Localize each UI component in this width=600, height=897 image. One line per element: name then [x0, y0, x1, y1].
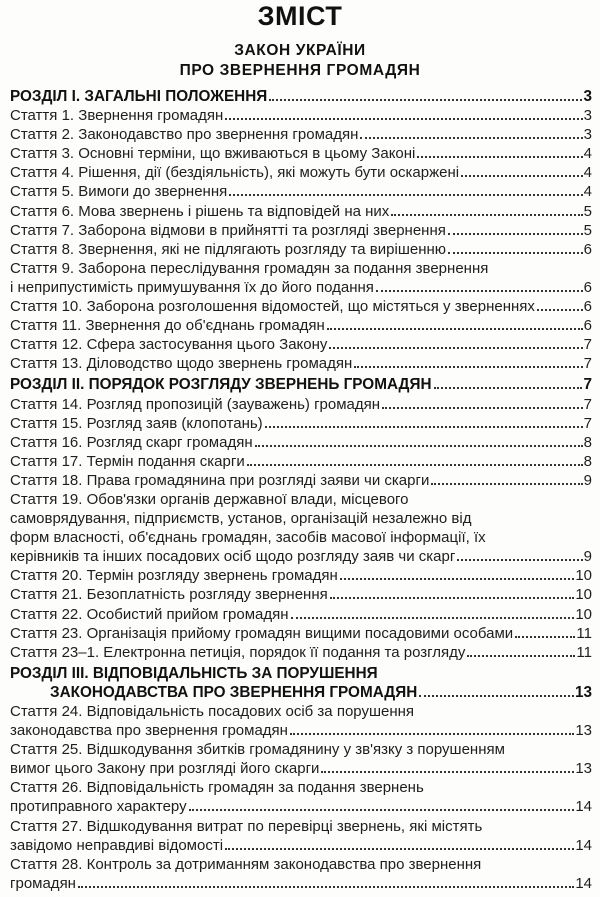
dot-leader — [78, 886, 574, 888]
toc-entry-text: Стаття 19. Обов'язки органів державної влади, місцевого — [10, 490, 409, 508]
dot-leader — [225, 848, 574, 850]
law-title-line-2: ПРО ЗВЕРНЕННЯ ГРОМАДЯН — [179, 62, 421, 79]
dot-leader — [461, 175, 583, 177]
toc-entry-text: ЗАКОНОДАВСТВА ПРО ЗВЕРНЕННЯ ГРОМАДЯН — [50, 683, 418, 701]
toc-entry-text: і неприпустимість примушування їх до його подання — [10, 278, 374, 296]
toc-article[interactable] — [10, 855, 592, 893]
toc-article[interactable] — [10, 817, 592, 855]
toc-entry-text: Стаття 14. Розгляд пропозицій (зауважень) громадян — [10, 395, 381, 413]
dot-leader — [431, 483, 582, 485]
page-number: 11 — [576, 643, 592, 661]
toc-entry-text: Стаття 10. Заборона розголошення відомостей, що містяться у зверненнях — [10, 298, 535, 316]
dot-leader — [330, 597, 575, 599]
dot-leader — [354, 366, 582, 368]
toc-entry-text: Стаття 23. Організація прийому громадян вищими посадовими особами — [10, 624, 514, 642]
toc-entry-text: Стаття 16. Розгляд скарг громадян — [10, 433, 253, 451]
page-number: 5 — [583, 221, 592, 239]
toc-article[interactable] — [10, 471, 592, 490]
toc-entry-text: Стаття 22. Особистий прийом громадян — [10, 605, 289, 623]
toc-article[interactable] — [10, 702, 592, 740]
page-number: 4 — [583, 145, 592, 163]
toc-article[interactable] — [10, 240, 592, 259]
toc-entry-text: протиправного характеру — [10, 798, 187, 816]
page-number: 14 — [575, 798, 592, 816]
dot-leader — [321, 771, 574, 773]
toc-article[interactable] — [10, 335, 592, 354]
toc-entry-text: Стаття 1. Звернення громадян — [10, 107, 224, 125]
toc-article[interactable] — [10, 605, 592, 624]
dot-leader — [515, 636, 575, 638]
dot-leader — [448, 252, 583, 254]
toc-entry-text: Стаття 6. Мова звернень і рішень та відповідей на них — [10, 202, 390, 220]
toc-entry-text: Стаття 18. Права громадянина при розгляді заяви чи скарги — [10, 471, 430, 489]
toc-entry-text: Стаття 28. Контроль за дотриманням законодавства про звернення — [10, 855, 482, 873]
law-title-line-1: ЗАКОН УКРАЇНИ — [234, 42, 366, 59]
page-number: 7 — [583, 355, 592, 373]
toc-article[interactable] — [10, 259, 592, 297]
page-number: 9 — [583, 471, 592, 489]
toc-article[interactable] — [10, 125, 592, 144]
page-number: 8 — [583, 452, 592, 470]
page-number: 6 — [583, 298, 592, 316]
toc-entry-text: вимог цього Закону при розгляді його скарги — [10, 760, 320, 778]
page-number: 4 — [583, 164, 592, 182]
toc-entry-text: Стаття 26. Відповідальність громадян за подання звернень — [10, 779, 424, 797]
toc-article[interactable] — [10, 354, 592, 373]
toc-entry-text: Стаття 27. Відшкодування витрат по перевірці звернень, які містять — [10, 817, 483, 835]
toc-entry-text: Стаття 23–1. Електронна петиція, порядок її подання та розгляду — [10, 643, 466, 661]
dot-leader — [247, 464, 583, 466]
dot-leader — [419, 695, 574, 697]
toc-entry-text: Стаття 4. Рішення, дії (бездіяльність), які можуть бути оскаржені — [10, 164, 460, 182]
toc-article[interactable] — [10, 221, 592, 240]
page-number: 6 — [583, 278, 592, 296]
page-number: 3 — [583, 88, 592, 105]
toc-article[interactable] — [10, 490, 592, 566]
dot-leader — [255, 445, 583, 447]
toc-entry-text: Стаття 21. Безоплатність розгляду звернення — [10, 586, 328, 604]
dot-leader — [391, 214, 582, 216]
toc-entry-text: РОЗДІЛ ІІ. ПОРЯДОК РОЗГЛЯДУ ЗВЕРНЕНЬ ГРОМАДЯН — [10, 376, 432, 394]
toc-article[interactable] — [10, 144, 592, 163]
toc-article[interactable] — [10, 297, 592, 316]
dot-leader — [537, 309, 583, 311]
dot-leader — [340, 578, 575, 580]
dot-leader — [382, 407, 583, 409]
toc-entry-text: Стаття 17. Термін подання скарги — [10, 452, 245, 470]
page-number: 3 — [583, 126, 592, 144]
page-number: 11 — [576, 624, 592, 642]
toc-entry-text: форм власності, об'єднань громадян, засобів масової інформації, їх — [10, 529, 486, 547]
dot-leader — [448, 233, 583, 235]
toc-article[interactable] — [10, 778, 592, 816]
toc-article[interactable] — [10, 585, 592, 604]
table-of-contents — [10, 85, 592, 893]
dot-leader — [329, 347, 582, 349]
toc-article[interactable] — [10, 163, 592, 182]
page-number: 7 — [583, 414, 592, 432]
page-number: 3 — [583, 107, 592, 125]
toc-entry-text: Стаття 9. Заборона переслідування громадян за подання звернення — [10, 259, 489, 277]
page-number: 14 — [575, 874, 592, 892]
toc-entry-text: Стаття 11. Звернення до об'єднань громадян — [10, 317, 325, 335]
toc-entry-text: РОЗДІЛ ІІІ. ВІДПОВІДАЛЬНІСТЬ ЗА ПОРУШЕННЯ — [10, 664, 378, 682]
page-number: 13 — [575, 760, 592, 778]
page-title: ЗМІСТ — [257, 1, 343, 31]
dot-leader — [290, 733, 574, 735]
page-number: 13 — [574, 683, 592, 701]
toc-section[interactable] — [10, 87, 592, 106]
toc-article[interactable] — [10, 316, 592, 335]
toc-entry-text: Стаття 5. Вимоги до звернення — [10, 183, 228, 201]
dot-leader — [417, 156, 582, 158]
dot-leader — [467, 655, 575, 657]
toc-entry-text: Стаття 15. Розгляд заяв (клопотань) — [10, 414, 263, 432]
toc-article[interactable] — [10, 452, 592, 471]
toc-article[interactable] — [10, 624, 592, 643]
toc-entry-text: Стаття 8. Звернення, які не підлягають розгляду та вирішенню — [10, 240, 447, 258]
toc-entry-text: Стаття 13. Діловодство щодо звернень громадян — [10, 355, 353, 373]
dot-leader — [291, 617, 575, 619]
page-number: 7 — [583, 395, 592, 413]
page-number: 7 — [583, 336, 592, 354]
toc-entry-text: Стаття 3. Основні терміни, що вживаються в цьому Законі — [10, 145, 416, 163]
toc-entry-text: самоврядування, підприємств, установ, організацій незалежно від — [10, 510, 472, 528]
toc-section[interactable] — [10, 664, 592, 702]
dot-leader — [457, 559, 582, 561]
dot-leader — [434, 387, 583, 389]
toc-article[interactable] — [10, 202, 592, 221]
toc-article[interactable] — [10, 740, 592, 778]
toc-article[interactable] — [10, 433, 592, 452]
page-number: 13 — [575, 722, 592, 740]
dot-leader — [225, 118, 582, 120]
toc-entry-text: Стаття 12. Сфера застосування цього Закону — [10, 336, 328, 354]
toc-entry-text: Стаття 2. Законодавство про звернення громадян — [10, 126, 359, 144]
dot-leader — [360, 137, 582, 139]
dot-leader — [327, 328, 583, 330]
page-number: 10 — [575, 605, 592, 623]
toc-entry-text: Стаття 20. Термін розгляду звернень громадян — [10, 567, 338, 585]
toc-entry-text: Стаття 24. Відповідальність посадових осіб за порушення — [10, 703, 415, 720]
page-number: 14 — [575, 836, 592, 854]
toc-article[interactable] — [10, 395, 592, 414]
page-number: 7 — [583, 376, 592, 394]
toc-entry-text: завідомо неправдиві відомості — [10, 836, 224, 854]
page-number: 10 — [575, 567, 592, 585]
toc-entry-text: законодавства про звернення громадян — [10, 722, 288, 740]
dot-leader — [269, 99, 582, 101]
page-number: 9 — [583, 548, 592, 566]
toc-article[interactable] — [10, 566, 592, 585]
toc-entry-text: Стаття 25. Відшкодування збитків громадянину у зв'язку з порушенням — [10, 741, 505, 759]
dot-leader — [265, 426, 583, 428]
dot-leader — [229, 194, 582, 196]
page-number: 4 — [583, 183, 592, 201]
toc-section[interactable] — [10, 375, 592, 394]
toc-entry-text: керівників та інших посадових осіб щодо розгляду заяв чи скарг — [10, 548, 456, 566]
dot-leader — [376, 290, 583, 292]
toc-article[interactable] — [10, 106, 592, 125]
page-number: 10 — [575, 586, 592, 604]
toc-entry-text: Стаття 7. Заборона відмови в прийнятті та розгляді звернення — [10, 221, 446, 239]
dot-leader — [189, 809, 575, 811]
page-number: 6 — [583, 317, 592, 335]
page-number: 5 — [583, 202, 592, 220]
toc-entry-text: громадян — [10, 874, 76, 892]
toc-article[interactable] — [10, 414, 592, 433]
toc-entry-text: РОЗДІЛ І. ЗАГАЛЬНІ ПОЛОЖЕННЯ — [10, 88, 268, 105]
toc-article[interactable] — [10, 182, 592, 201]
page-number: 6 — [583, 240, 592, 258]
toc-article[interactable] — [10, 643, 592, 662]
page-number: 8 — [583, 433, 592, 451]
